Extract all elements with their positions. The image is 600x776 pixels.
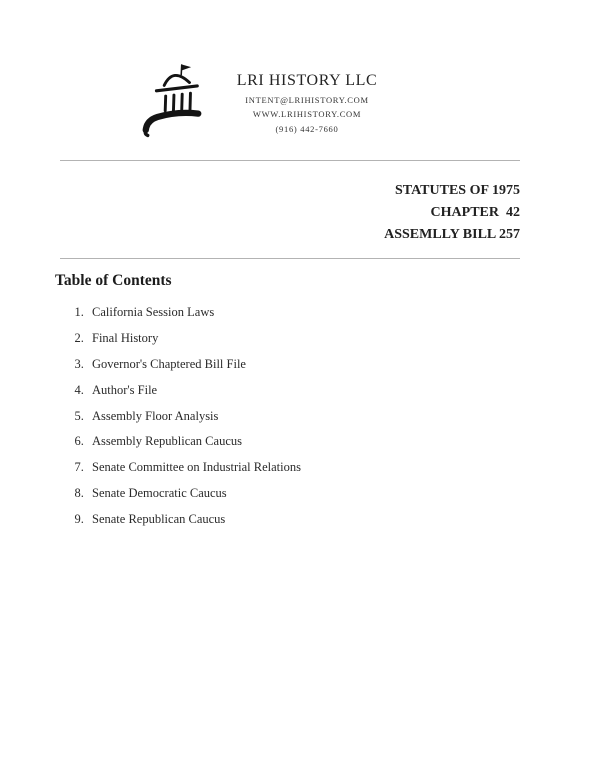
toc-item: 2. Final History: [87, 331, 540, 345]
toc-item: 7. Senate Committee on Industrial Relations: [87, 460, 540, 474]
toc-item: 3. Governor's Chaptered Bill File: [87, 357, 540, 371]
statutes-line: STATUTES OF 1975: [395, 183, 520, 198]
bill-line: ASSEMLLY BILL 257: [384, 227, 520, 242]
company-website: WWW.LRIHISTORY.COM: [252, 109, 362, 119]
toc-item: 9. Senate Republican Caucus: [87, 512, 540, 526]
capitol-logo-icon: [138, 60, 206, 140]
divider-bottom: [60, 258, 520, 259]
letterhead-text: [232, 60, 382, 134]
company-name: LRI HISTORY LLC: [236, 72, 378, 89]
company-phone: (916) 442-7660: [275, 123, 339, 134]
letterhead: [138, 60, 382, 140]
toc-item: 8. Senate Democratic Caucus: [87, 486, 540, 500]
toc-title: Table of Contents: [55, 272, 172, 289]
statute-reference: [60, 180, 520, 246]
toc-item: 6. Assembly Republican Caucus: [87, 434, 540, 448]
toc-item: 1. California Session Laws: [87, 305, 540, 319]
chapter-line: CHAPTER 42: [430, 205, 520, 220]
company-email: INTENT@LRIHISTORY.COM: [245, 94, 369, 105]
table-of-contents: [55, 272, 540, 538]
toc-item: 5. Assembly Floor Analysis: [87, 409, 540, 423]
toc-list: [55, 305, 540, 526]
divider-top: [60, 160, 520, 161]
toc-item: 4. Author's File: [87, 383, 540, 397]
